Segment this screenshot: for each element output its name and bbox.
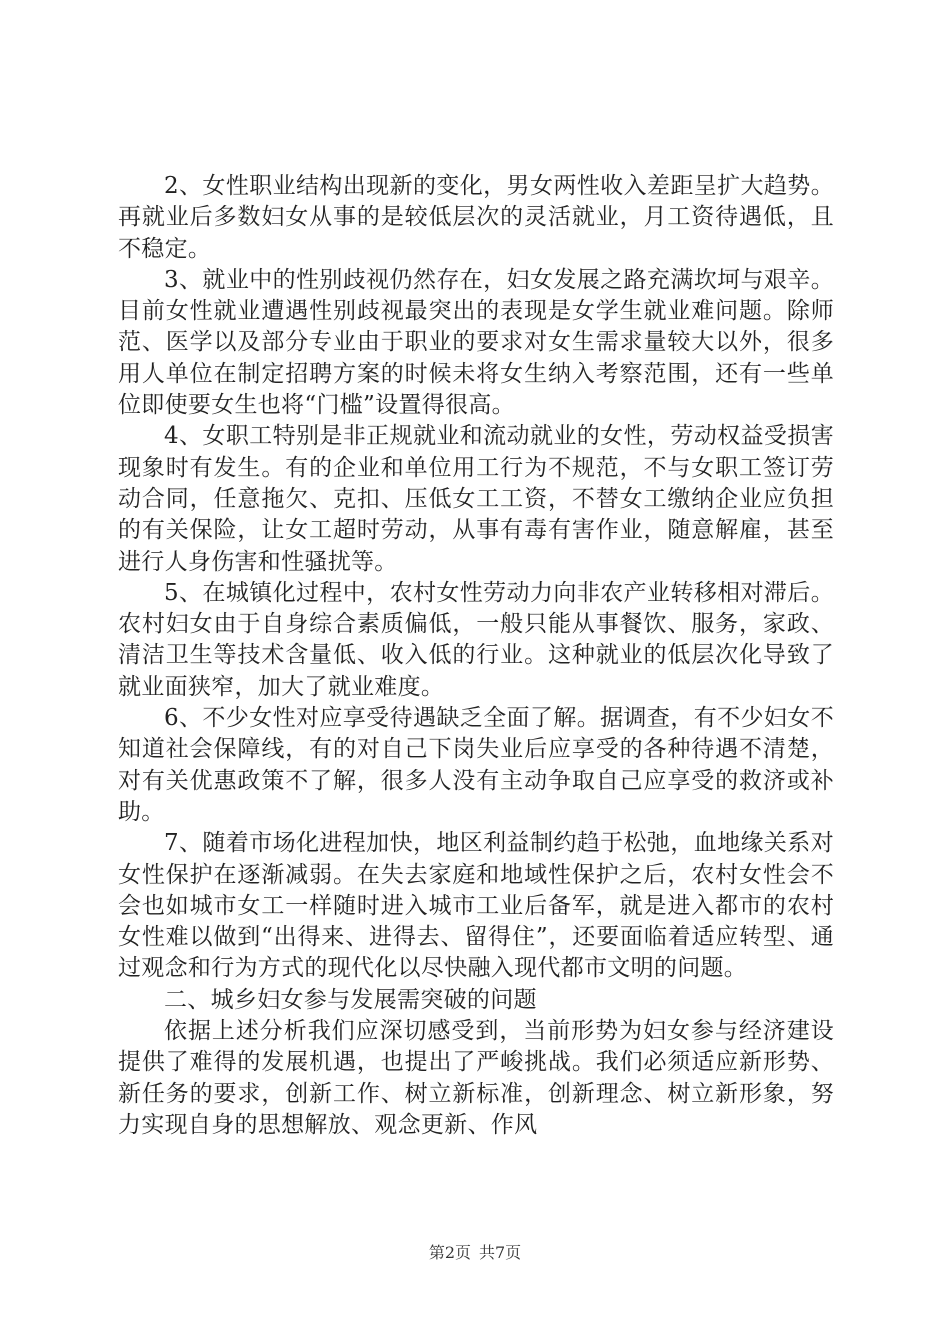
paragraph-item-3: 3、就业中的性别歧视仍然存在，妇女发展之路充满坎坷与艰辛。目前女性就业遭遇性别歧视最突出的表现是女学生就业难问题。除师范、医学以及部分专业由于职业的要求对女生需求量较大以外，很多用人单位在制定招聘方案的时候未将女生纳入考察范围，还有一些单位即使要女生也将“门槛”设置得很高。 — [118, 266, 834, 419]
document-body — [118, 171, 834, 1141]
paragraph-analysis: 依据上述分析我们应深切感受到，当前形势为妇女参与经济建设提供了难得的发展机遇，也提出了严峻挑战。我们必须适应新形势、新任务的要求，创新工作、树立新标准，创新理念、树立新形象，努力实现自身的思想解放、观念更新、作风 — [118, 1018, 834, 1138]
page-number: 第2页 — [428, 1243, 471, 1262]
section-heading: 二、城乡妇女参与发展需突破的问题 — [164, 986, 537, 1013]
paragraph-item-6: 6、不少女性对应享受待遇缺乏全面了解。据调查，有不少妇女不知道社会保障线，有的对自己下岗失业后应享受的各种待遇不清楚，对有关优惠政策不了解，很多人没有主动争取自己应享受的救济或补助。 — [118, 705, 834, 825]
paragraph-item-4: 4、女职工特别是非正规就业和流动就业的女性，劳动权益受损害现象时有发生。有的企业和单位用工行为不规范，不与女职工签订劳动合同，任意拖欠、克扣、压低女工工资，不替女工缴纳企业应负担的有关保险，让女工超时劳动，从事有毒有害作业，随意解雇，甚至进行人身伤害和性骚扰等。 — [118, 423, 834, 575]
paragraph-item-7: 7、随着市场化进程加快，地区利益制约趋于松弛，血地缘关系对女性保护在逐渐减弱。在失去家庭和地域性保护之后，农村女性会不会也如城市女工一样随时进入城市工业后备军，就是进入都市的农村女性难以做到“出得来、进得去、留得住”，还要面临着适应转型、通过观念和行为方式的现代化以尽快融入现代都市文明的问题。 — [118, 830, 834, 982]
paragraph-item-2: 2、女性职业结构出现新的变化，男女两性收入差距呈扩大趋势。再就业后多数妇女从事的是较低层次的灵活就业，月工资待遇低，且不稳定。 — [118, 173, 834, 262]
paragraph-item-5: 5、在城镇化过程中，农村女性劳动力向非农产业转移相对滞后。农村妇女由于自身综合素质偏低，一般只能从事餐饮、服务，家政、清洁卫生等技术含量低、收入低的行业。这种就业的低层次化导致了就业面狭窄，加大了就业难度。 — [118, 579, 834, 700]
page-total: 共7页 — [479, 1243, 522, 1262]
page-footer — [0, 1243, 950, 1263]
